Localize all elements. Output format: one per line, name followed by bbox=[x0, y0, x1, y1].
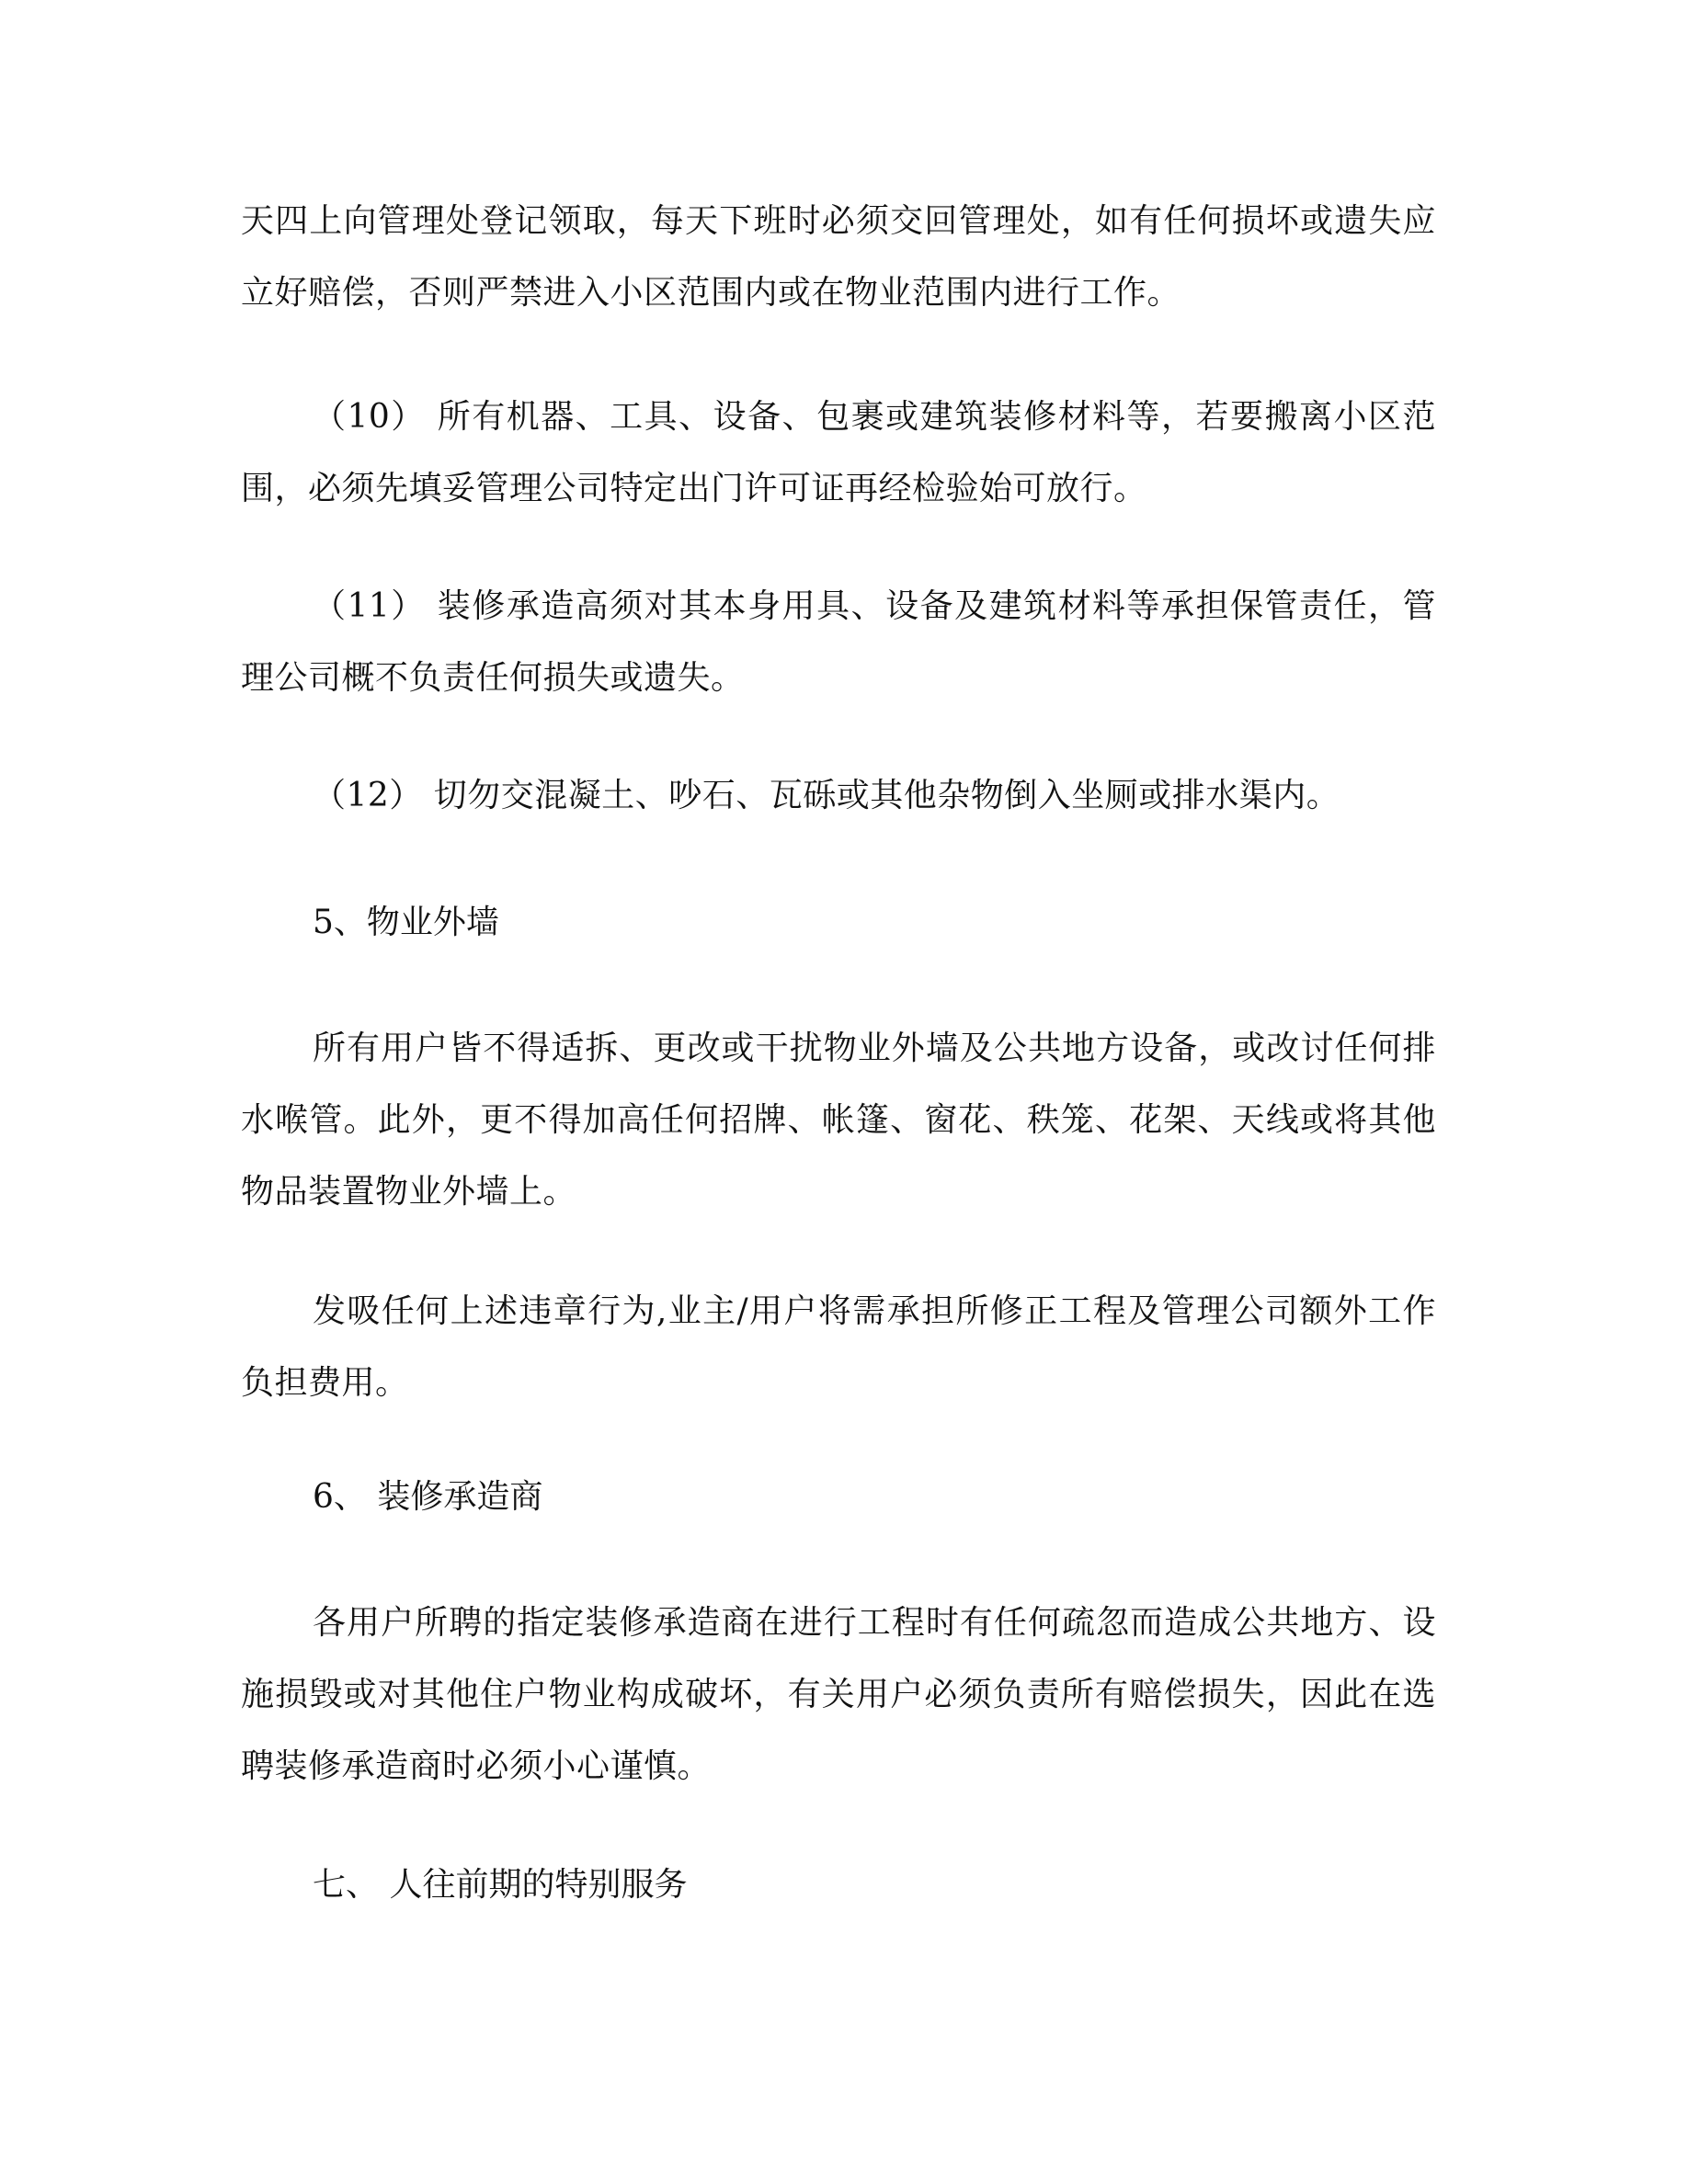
paragraph-continuation: 天四上向管理处登记领取，每天下班时必须交回管理处，如有任何损坏或遗失应立好赔偿，否则严禁进入小区范围内或在物业范围内进行工作。 bbox=[241, 202, 1436, 312]
section-heading-5: 5、物业外墙 bbox=[313, 904, 499, 941]
paragraph-item-10: （10） 所有机器、工具、设备、包裹或建筑装修材料等，若要搬离小区范围，必须先填妥管理公司特定出门许可证再经检验始可放行。 bbox=[241, 398, 1436, 507]
paragraph-violation-fee: 发吸任何上述违章行为,业主/用户将需承担所修正工程及管理公司额外工作负担费用。 bbox=[241, 1292, 1436, 1402]
paragraph-contractor: 各用户所聘的指定装修承造商在进行工程时有任何疏忽而造成公共地方、设施损毁或对其他住户物业构成破坏，有关用户必须负责所有赔偿损失，因此在选聘装修承造商时必须小心谨慎。 bbox=[241, 1604, 1436, 1785]
paragraph-item-11: （11） 装修承造高须对其本身用具、设备及建筑材料等承担保管责任，管理公司概不负责任何损失或遗失。 bbox=[241, 587, 1436, 697]
section-heading-6: 6、 装修承造商 bbox=[313, 1478, 543, 1516]
paragraph-item-12: （12） 切勿交混凝土、吵石、瓦砾或其他杂物倒入坐厕或排水渠内。 bbox=[313, 777, 1340, 814]
paragraph-exterior-wall: 所有用户皆不得适拆、更改或干扰物业外墙及公共地方设备，或改讨任何排水喉管。此外，更不得加高任何招牌、帐篷、窗花、秩笼、花架、天线或将其他物品装置物业外墙上。 bbox=[241, 1029, 1436, 1211]
section-heading-7: 七、 人往前期的特别服务 bbox=[313, 1866, 688, 1904]
